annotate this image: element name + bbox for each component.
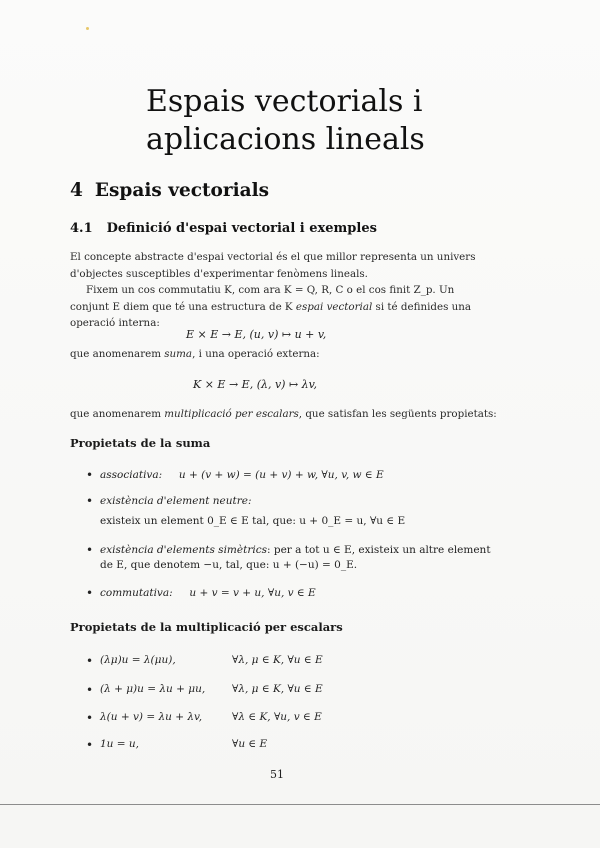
- property-line: de E, que denotem −u, tal, que: u + (−u) = 0_E.: [100, 559, 358, 571]
- scalar-rule: [86, 683, 506, 699]
- property-line: [100, 585, 316, 601]
- text-line: operació interna:: [70, 317, 160, 329]
- property-neutral-element: [86, 493, 496, 527]
- scalar-rule: [86, 711, 506, 727]
- rule-formula: λ(u + v) = λu + λv,: [100, 711, 203, 723]
- scan-mark: [86, 27, 89, 30]
- sum-properties-heading: Propietats de la suma: [70, 436, 211, 450]
- property-name: commutativa:: [100, 587, 173, 599]
- property-formula: u + v = v + u, ∀u, v ∈ E: [189, 587, 316, 599]
- chapter-title-line-2: aplicacions lineals: [146, 122, 425, 157]
- rule-formula: (λμ)u = λ(μu),: [100, 654, 176, 666]
- text-fragment: si té definides una: [375, 300, 472, 313]
- bullet-icon: •: [86, 711, 94, 725]
- bullet-icon: •: [86, 494, 94, 508]
- property-name: existència d'elements simètrics: [100, 544, 267, 556]
- property-associative: [86, 467, 496, 483]
- chapter-title-line-1: Espais vectorials i: [146, 84, 423, 119]
- intro-paragraph-4: [70, 406, 497, 423]
- term-espai-vectorial: espai vectorial: [295, 300, 373, 313]
- text-line: El concepte abstracte d'espai vectorial és el que millor representa un univers: [70, 251, 476, 263]
- text-fragment: , i una operació externa:: [192, 348, 320, 360]
- bullet-icon: •: [86, 683, 94, 697]
- intro-paragraph-3: [70, 346, 484, 363]
- property-commutative: [86, 585, 496, 601]
- intro-paragraph-1: [70, 249, 484, 282]
- term-multiplicacio-per-escalars: multiplicació per escalars: [164, 408, 299, 420]
- formula-internal-operation: E × E → E, (u, v) ↦ u + v,: [186, 328, 327, 341]
- section-heading: [70, 180, 269, 201]
- text-line: d'objectes susceptibles d'experimentar fenòmens lineals.: [70, 267, 368, 280]
- property-line: [100, 542, 491, 558]
- property-symmetric-elements: [86, 542, 496, 576]
- scalar-properties-heading: Propietats de la multiplicació per escalars: [70, 620, 343, 634]
- text-line: Fixem un cos commutatiu K, com ara K = Q, R, C o el cos finit Z_p. Un: [86, 284, 455, 296]
- text-fragment: conjunt E diem que té una estructura de K: [70, 300, 293, 313]
- text-line: [70, 346, 484, 363]
- bullet-icon: •: [86, 468, 94, 482]
- text-fragment: que anomenarem: [70, 348, 161, 360]
- rule-quantifier: ∀λ ∈ K, ∀u, v ∈ E: [232, 711, 322, 723]
- section-number: 4: [70, 180, 83, 201]
- scalar-rule: [86, 738, 506, 754]
- rule-quantifier: ∀λ, μ ∈ K, ∀u ∈ E: [232, 683, 323, 695]
- rule-formula: (λ + μ)u = λu + μu,: [100, 683, 206, 695]
- bullet-icon: •: [86, 738, 94, 752]
- subsection-title: Definició d'espai vectorial i exemples: [106, 221, 377, 236]
- subsection-heading: [70, 221, 377, 236]
- text-line: [70, 406, 497, 423]
- rule-quantifier: ∀λ, μ ∈ K, ∀u ∈ E: [232, 654, 323, 666]
- bullet-icon: •: [86, 586, 94, 600]
- property-name: existència d'element neutre:: [100, 495, 252, 507]
- scalar-rule: [86, 654, 506, 670]
- text-line: [70, 299, 484, 316]
- intro-paragraph-2: [70, 282, 484, 332]
- bullet-icon: •: [86, 543, 94, 557]
- property-line: existeix un element 0_E ∈ E tal, que: u + 0_E = u, ∀u ∈ E: [100, 515, 406, 527]
- text-fragment: , que satisfan les següents propietats:: [298, 408, 497, 420]
- property-formula: u + (v + w) = (u + v) + w, ∀u, v, w ∈ E: [178, 469, 384, 481]
- text-fragment: que anomenarem: [70, 408, 161, 420]
- rule-formula: 1u = u,: [100, 738, 140, 750]
- section-title: Espais vectorials: [94, 180, 270, 201]
- term-suma: suma: [164, 348, 193, 360]
- page-edge-divider: [0, 804, 600, 805]
- chapter-title: [146, 83, 546, 159]
- rule-quantifier: ∀u ∈ E: [232, 738, 268, 750]
- text-fragment: : per a tot u ∈ E, existeix un altre element: [266, 544, 491, 556]
- page-number: 51: [270, 768, 284, 781]
- formula-external-operation: K × E → E, (λ, v) ↦ λv,: [193, 378, 318, 391]
- property-name: associativa:: [100, 469, 163, 481]
- subsection-number: 4.1: [70, 221, 93, 236]
- property-line: [100, 467, 384, 483]
- bullet-icon: •: [86, 654, 94, 668]
